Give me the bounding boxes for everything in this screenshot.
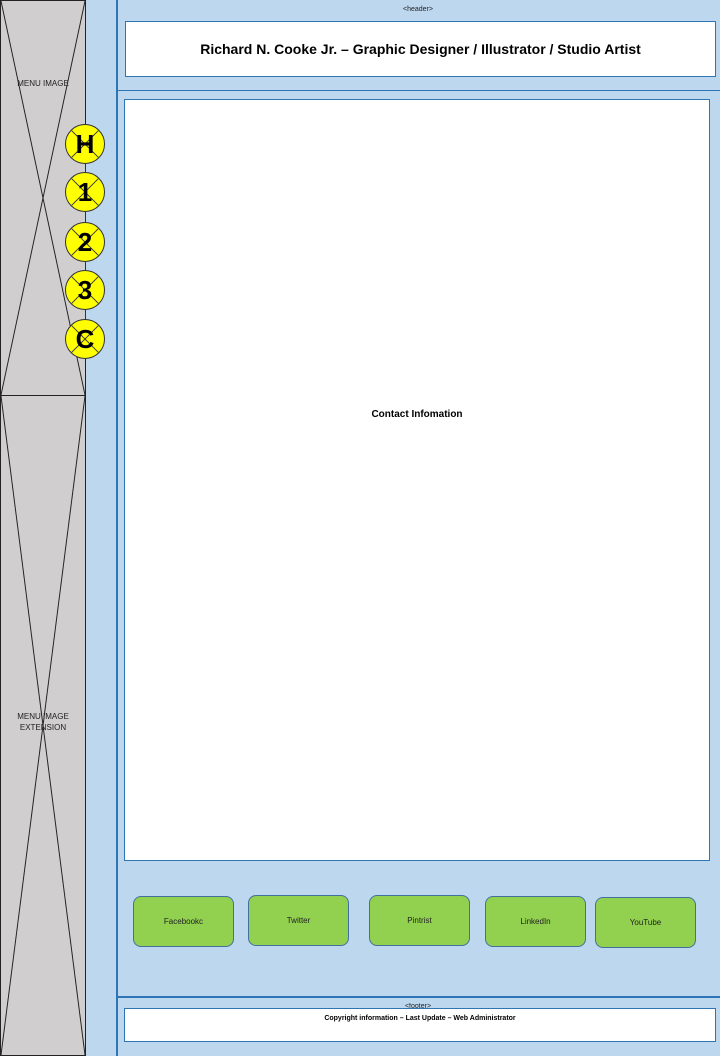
nav-button-1-label: 1 — [77, 176, 93, 207]
youtube-button[interactable] — [595, 897, 696, 948]
pintrist-button-label: Pintrist — [407, 916, 432, 925]
footer-separator — [116, 996, 720, 998]
youtube-button-label: YouTube — [629, 918, 662, 927]
header-box — [125, 21, 716, 77]
footer-copyright: Copyright information – Last Update – Web Administrator — [324, 1015, 516, 1022]
nav-button-3-label: 3 — [77, 274, 93, 305]
header-tag: <header> — [403, 6, 433, 13]
twitter-button[interactable] — [248, 895, 349, 946]
menu-image-label: MENU IMAGE — [17, 79, 69, 88]
twitter-button-label: Twitter — [286, 916, 311, 925]
main-content-box — [124, 99, 710, 861]
pintrist-button[interactable] — [369, 895, 470, 946]
nav-button-contact[interactable] — [65, 319, 105, 359]
nav-button-home[interactable] — [65, 124, 105, 164]
facebook-button[interactable] — [133, 896, 234, 947]
nav-button-2-label: 2 — [77, 226, 93, 257]
footer-box — [124, 1008, 716, 1042]
header-separator — [116, 90, 720, 91]
nav-button-3[interactable] — [65, 270, 105, 310]
menu-extension-label-line2: EXTENSION — [19, 723, 67, 732]
nav-button-contact-label: C — [75, 323, 95, 354]
menu-image-extension-placeholder — [0, 395, 86, 1056]
footer-tag: <footer> — [404, 1003, 432, 1008]
nav-button-2[interactable] — [65, 222, 105, 262]
linkedin-button[interactable] — [485, 896, 586, 947]
nav-button-home-label: H — [75, 128, 95, 159]
facebook-button-label: Facebookc — [163, 917, 204, 926]
menu-extension-label — [1, 711, 85, 733]
menu-extension-label-line1: MENU IMAGE — [17, 712, 69, 721]
nav-button-1[interactable] — [65, 172, 105, 212]
linkedin-button-label: LinkedIn — [520, 917, 551, 926]
contact-information-label: Contact Infomation — [371, 409, 463, 420]
page-title: Richard N. Cooke Jr. – Graphic Designer / Illustrator / Studio Artist — [200, 41, 641, 57]
